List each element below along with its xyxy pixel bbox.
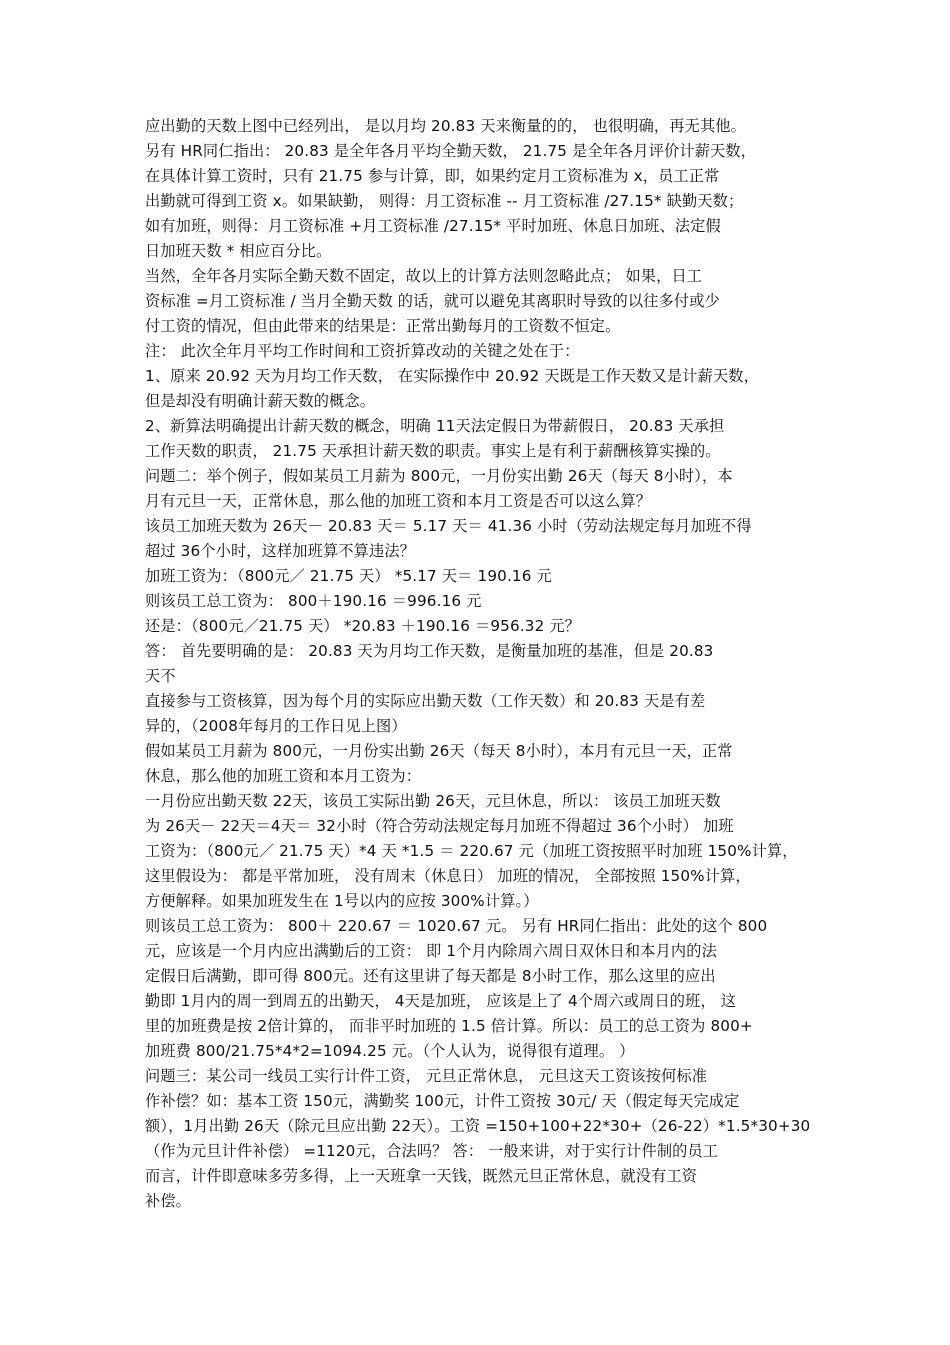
text-line: 超过 36个小时，这样加班算不算违法？ bbox=[145, 542, 416, 560]
text-line: 如有加班，则得：月工资标准 +月工资标准 /27.15* 平时加班、休息日加班、法定假 bbox=[145, 217, 721, 235]
text-line: 日加班天数 * 相应百分比。 bbox=[145, 242, 332, 260]
text-line: 额），1月出勤 26天（除元旦应出勤 22天）。工资 =150+100+22*30+（26-22）*1.5*30+30 bbox=[145, 1117, 810, 1135]
text-line: 则该员工总工资为： 800＋ 220.67 ＝ 1020.67 元。 另有 HR同仁指出：此处的这个 800 bbox=[145, 917, 768, 935]
text-line: 应出勤的天数上图中已经列出， 是以月均 20.83 天来衡量的的， 也很明确，再无其他。 bbox=[145, 117, 746, 135]
text-line: 问题二：举个例子，假如某员工月薪为 800元，一月份实出勤 26天（每天 8小时），本 bbox=[145, 467, 733, 485]
text-line: 作补偿？如：基本工资 150元，满勤奖 100元，计件工资按 30元/ 天（假定每天完成定 bbox=[145, 1092, 740, 1110]
text-line: 定假日后满勤，即可得 800元。还有这里讲了每天都是 8小时工作，那么这里的应出 bbox=[145, 967, 716, 985]
text-line: 出勤就可得到工资 x。如果缺勤， 则得：月工资标准 -- 月工资标准 /27.15* 缺勤天数； bbox=[145, 192, 744, 210]
text-line: 还是：（800元／21.75 天） *20.83 ＋190.16 ＝956.32 元？ bbox=[145, 617, 581, 635]
text-line: 1、原来 20.92 天为月均工作天数， 在实际操作中 20.92 天既是工作天数又是计薪天数， bbox=[145, 367, 759, 385]
text-line: 2、新算法明确提出计薪天数的概念，明确 11天法定假日为带薪假日， 20.83 天承担 bbox=[145, 417, 725, 435]
text-line: （作为元旦计件补偿） =1120元，合法吗？ 答： 一般来讲，对于实行计件制的员工 bbox=[145, 1142, 719, 1160]
text-line: 而言，计件即意味多劳多得，上一天班拿一天钱，既然元旦正常休息，就没有工资 bbox=[145, 1167, 698, 1185]
text-line: 则该员工总工资为： 800＋190.16 ＝996.16 元 bbox=[145, 592, 482, 610]
text-line: 答： 首先要明确的是： 20.83 天为月均工作天数，是衡量加班的基准，但是 20.83 bbox=[145, 642, 714, 660]
text-line: 在具体计算工资时，只有 21.75 参与计算，即，如果约定月工资标准为 x，员工正常 bbox=[145, 167, 720, 185]
text-line: 休息，那么他的加班工资和本月工资为： bbox=[145, 767, 422, 785]
text-line: 另有 HR同仁指出： 20.83 是全年各月平均全勤天数， 21.75 是全年各月评价计薪天数， bbox=[145, 142, 757, 160]
text-line: 异的，（2008年每月的工作日见上图） bbox=[145, 717, 407, 735]
text-line: 加班工资为：（800元／ 21.75 天） *5.17 天＝ 190.16 元 bbox=[145, 567, 552, 585]
text-line: 注： 此次全年月平均工作时间和工资折算改动的关键之处在于： bbox=[145, 342, 580, 360]
text-line: 假如某员工月薪为 800元，一月份实出勤 26天（每天 8小时），本月有元旦一天，正常 bbox=[145, 742, 733, 760]
text-line: 天不 bbox=[145, 667, 176, 685]
text-line: 补偿。 bbox=[145, 1192, 192, 1210]
text-line: 资标准 =月工资标准 / 当月全勤天数 的话，就可以避免其离职时导致的以往多付或少 bbox=[145, 292, 720, 310]
text-line: 当然，全年各月实际全勤天数不固定，故以上的计算方法则忽略此点； 如果，日工 bbox=[145, 267, 703, 285]
text-line: 但是却没有明确计薪天数的概念。 bbox=[145, 392, 376, 410]
document-body bbox=[145, 114, 810, 1214]
text-line: 方便解释。如果加班发生在 1号以内的应按 300%计算。） bbox=[145, 892, 539, 910]
text-line: 问题三：某公司一线员工实行计件工资， 元旦正常休息， 元旦这天工资该按何标准 bbox=[145, 1067, 708, 1085]
text-line: 该员工加班天数为 26天－ 20.83 天＝ 5.17 天＝ 41.36 小时（劳动法规定每月加班不得 bbox=[145, 517, 752, 535]
text-line: 元，应该是一个月内应出满勤后的工资： 即 1个月内除周六周日双休日和本月内的法 bbox=[145, 942, 717, 960]
text-line: 勤即 1月内的周一到周五的出勤天， 4天是加班， 应该是上了 4个周六或周日的班， 这 bbox=[145, 992, 737, 1010]
text-line: 直接参与工资核算，因为每个月的实际应出勤天数（工作天数）和 20.83 天是有差 bbox=[145, 692, 706, 710]
text-line: 工作天数的职责， 21.75 天承担计薪天数的职责。事实上是有利于薪酬核算实操的。 bbox=[145, 442, 721, 460]
text-line: 月有元旦一天，正常休息，那么他的加班工资和本月工资是否可以这么算？ bbox=[145, 492, 652, 510]
text-line: 为 26天－ 22天＝4天＝ 32小时（符合劳动法规定每月加班不得超过 36个小时） 加班 bbox=[145, 817, 734, 835]
text-line: 工资为：（800元／ 21.75 天）*4 天 *1.5 ＝ 220.67 元（加班工资按照平时加班 150%计算， bbox=[145, 842, 798, 860]
text-line: 加班费 800/21.75*4*2=1094.25 元。（个人认为，说得很有道理。 ） bbox=[145, 1042, 635, 1060]
text-line: 付工资的情况，但由此带来的结果是：正常出勤每月的工资数不恒定。 bbox=[145, 317, 621, 335]
text-line: 一月份应出勤天数 22天，该员工实际出勤 26天，元旦休息，所以： 该员工加班天数 bbox=[145, 792, 721, 810]
text-line: 这里假设为： 都是平常加班， 没有周末（休息日） 加班的情况， 全部按照 150%计算， bbox=[145, 867, 751, 885]
text-line: 里的加班费是按 2倍计算的， 而非平时加班的 1.5 倍计算。所以：员工的总工资为 800+ bbox=[145, 1017, 753, 1035]
